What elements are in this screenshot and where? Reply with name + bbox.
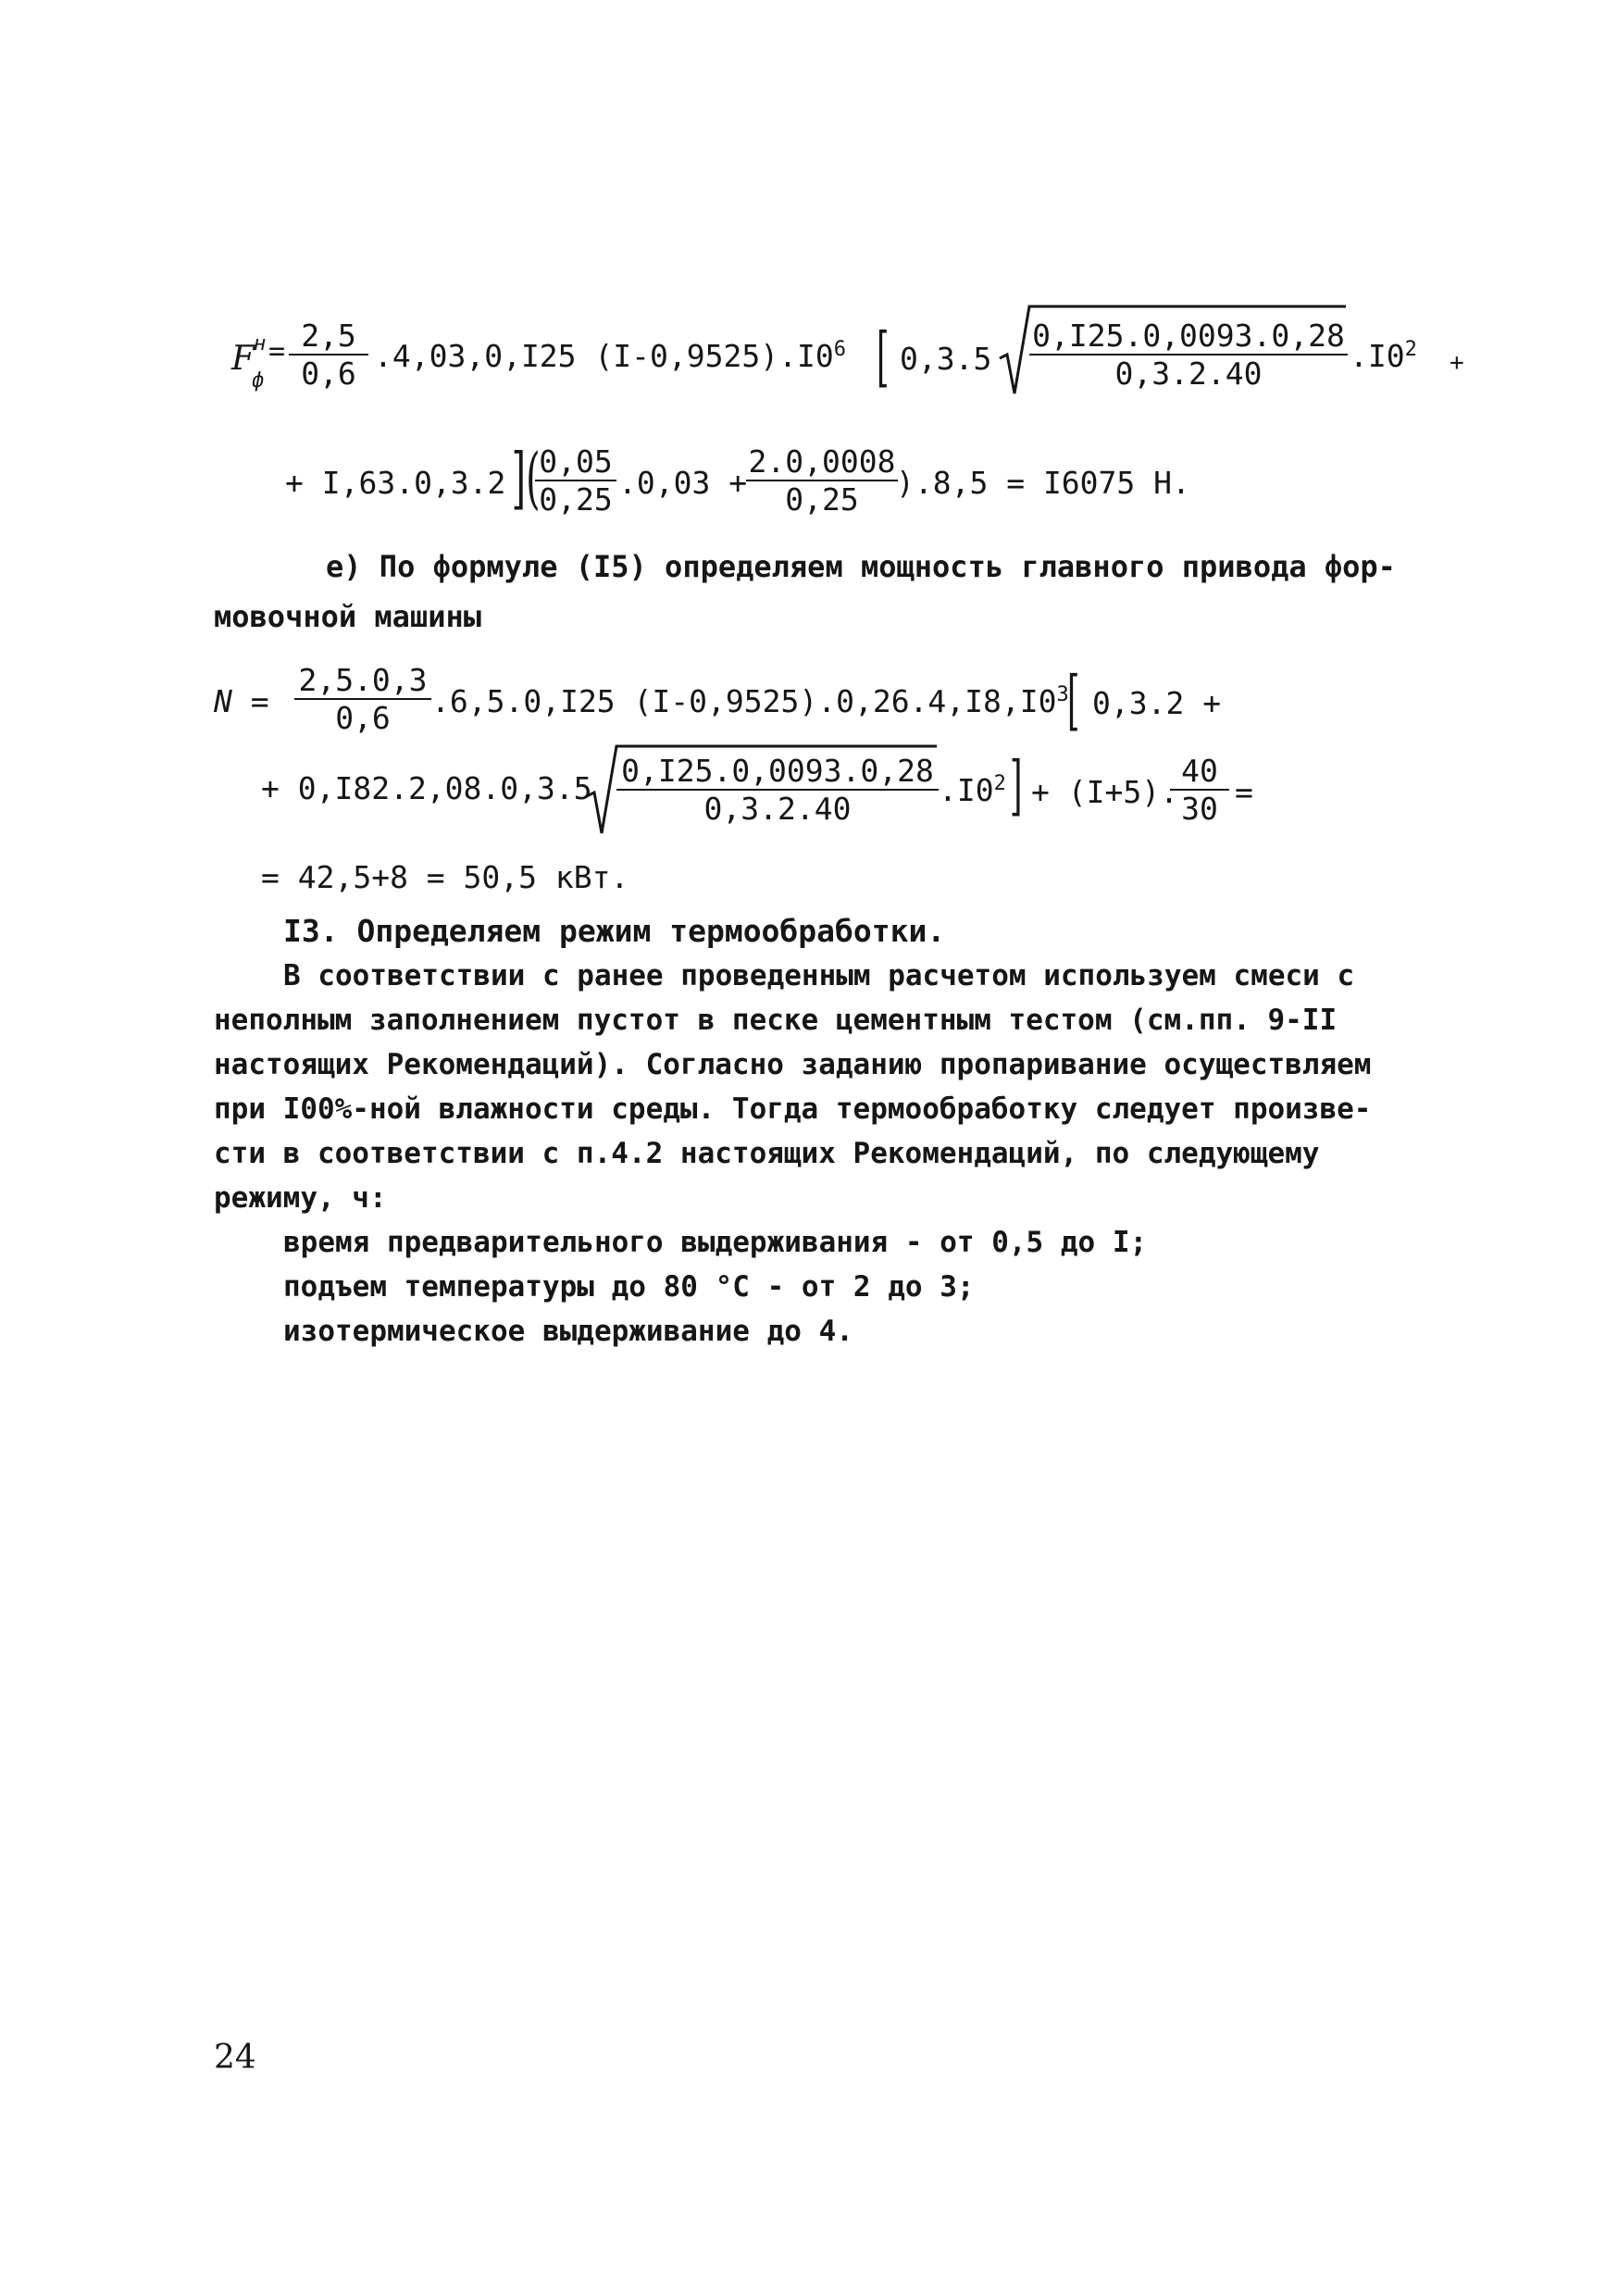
formula-force-lhs-sup: н	[254, 332, 267, 356]
frac-denominator: 0,6	[335, 700, 391, 736]
formula-text: .4,03,0,I25 (I-0,9525).I0	[374, 338, 834, 374]
formula-force-frac2	[535, 444, 616, 518]
section-13-heading: I3. Определяем режим термообработки.	[283, 913, 946, 949]
formula-force-lhs-symbol: F	[231, 340, 255, 378]
frac-numerator: 2.0,0008	[746, 444, 898, 481]
paragraph-line: неполным заполнением пустот в песке цементным тестом (см.пп. 9-II	[214, 1004, 1338, 1037]
exponent: 2	[993, 772, 1006, 795]
frac-numerator: 0,I25.0,0093.0,28	[1029, 318, 1348, 356]
regime-item: изотермическое выдерживание до 4.	[283, 1315, 853, 1348]
formula-force-frac3	[746, 444, 898, 518]
regime-item: подъем температуры до 80 °С - от 2 до 3;	[283, 1270, 975, 1304]
formula-text: .I0	[939, 772, 994, 808]
frac-denominator: 0,25	[539, 481, 613, 518]
frac-numerator: 0,05	[535, 444, 616, 481]
frac-denominator: 0,6	[301, 356, 356, 392]
formula-power-eq-end: =	[1235, 774, 1253, 810]
formula-power-bracket-open: [	[1066, 662, 1080, 738]
formula-force-part5: ).8,5 = I6075 Н.	[896, 465, 1190, 501]
frac-numerator: 2,5	[289, 318, 368, 356]
exponent: 2	[1404, 338, 1417, 361]
formula-power-line2-start: + 0,I82.2,08.0,3.5	[261, 770, 592, 806]
formula-power-root-frac	[616, 754, 939, 828]
formula-force-root-frac	[1029, 318, 1348, 393]
frac-denominator: 0,3.2.40	[703, 791, 852, 827]
paragraph-line: настоящих Рекомендаций). Согласно заданию пропаривание осуществляем	[214, 1048, 1372, 1081]
exponent: 3	[1056, 683, 1069, 706]
formula-power-part1	[431, 683, 1069, 720]
formula-force-part3	[1350, 338, 1417, 375]
frac-denominator: 0,3.2.40	[1114, 356, 1263, 392]
frac-numerator: 2,5.0,3	[294, 663, 431, 700]
formula-power-lhs: N =	[214, 683, 269, 719]
formula-power-frac1	[294, 663, 431, 737]
formula-force-part4: .0,03 +	[618, 465, 748, 501]
formula-power-part2: 0,3.2 +	[1092, 685, 1222, 721]
frac-denominator: 0,25	[785, 481, 859, 518]
formula-force-part2: 0,3.5	[900, 341, 992, 377]
formula-force-eq: =	[268, 335, 286, 368]
formula-force-frac1	[289, 318, 368, 393]
paragraph-e-line2: мовочной машины	[214, 599, 481, 634]
paragraph-e-line1: е) По формуле (I5) определяем мощность главного привода фор-	[326, 549, 1396, 584]
formula-power-frac2	[1170, 754, 1229, 828]
formula-power-line3: = 42,5+8 = 50,5 кВт.	[261, 859, 629, 895]
paragraph-line: при I00%-ной влажности среды. Тогда термообработку следует произве-	[214, 1092, 1372, 1126]
frac-numerator: 0,I25.0,0093.0,28	[616, 754, 939, 791]
formula-power-part3	[939, 772, 1006, 809]
formula-force-line2-start: + I,63.0,3.2	[285, 465, 506, 501]
paragraph-line: В соответствии с ранее проведенным расчетом используем смеси с	[283, 959, 1355, 992]
formula-force-plus-end: +	[1450, 349, 1464, 377]
exponent: 6	[833, 338, 846, 361]
page-number: 24	[214, 2039, 256, 2077]
paragraph-line: режиму, ч:	[214, 1181, 387, 1215]
frac-numerator: 40	[1170, 754, 1229, 791]
frac-denominator: 30	[1181, 791, 1218, 827]
formula-text: .I0	[1350, 338, 1405, 374]
formula-text: .6,5.0,I25 (I-0,9525).0,26.4,I8,I0	[431, 683, 1057, 719]
formula-power-bracket-close: ]	[1009, 747, 1023, 823]
regime-item: время предварительного выдерживания - от 0,5 до I;	[283, 1226, 1148, 1259]
formula-force-lhs-sub: ф	[252, 369, 265, 393]
formula-force-part1	[374, 338, 846, 375]
formula-power-part4: + (I+5).	[1031, 774, 1178, 810]
formula-force-bracket-close: ](	[511, 439, 541, 517]
paragraph-line: сти в соответствии с п.4.2 настоящих Рекомендаций, по следующему	[214, 1137, 1320, 1170]
formula-force-bracket-open: [	[876, 318, 890, 394]
